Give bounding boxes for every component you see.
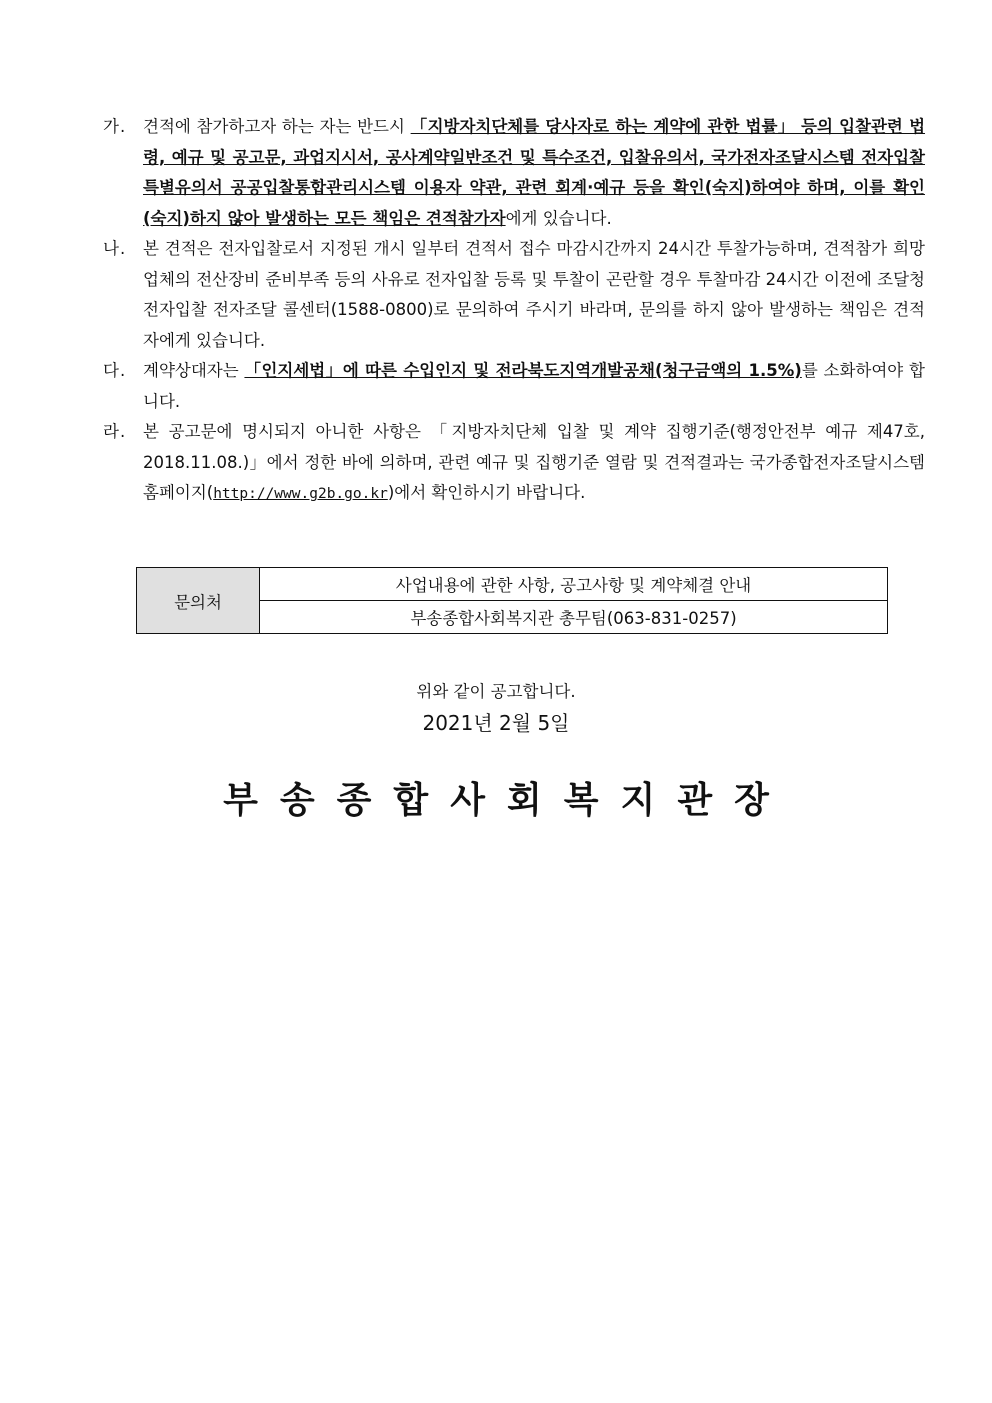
notice-items [103,112,925,510]
item-text-part: 견적에 참가하고자 하는 자는 반드시 [143,117,411,136]
contact-row [137,568,888,601]
item-text [143,112,925,234]
item-marker: 나. [103,239,127,258]
g2b-link[interactable]: http://www.g2b.go.kr [213,486,388,502]
closing-notice: 위와 같이 공고합니다. [416,682,576,701]
notice-item [103,356,925,417]
notice-date: 2021년 2월 5일 [422,711,570,735]
contact-department: 부송종합사회복지관 총무팀(063-831-0257) [260,601,888,634]
item-text-part: 를 소화하여야 합니다. [143,361,925,411]
item-marker: 라. [103,422,127,441]
contact-label: 문의처 [137,568,260,634]
item-text [143,417,925,510]
item-text-emphasis: 「인지세법」에 따른 수입인지 및 전라북도지역개발공채(청구금액의 1.5%) [244,361,802,380]
signature: 부송종합사회복지관장 [223,780,791,821]
item-text-emphasis: 「지방자치단체를 당사자로 하는 계약에 관한 법률」 등의 입찰관련 법령, 예규 및 공고문, 과업지시서, 공사계약일반조건 및 특수조건, 입찰유의서, 국가전자조달시스템 전자입찰특별유의서 공공입찰통합관리시스템 이용자 약관, 관련 회계·예규 등을 확인(숙지)하여야 하며, 이를 확인(숙지)하지 않아 발생하는 모든 책임은 견적참가자 [143,117,926,228]
item-text-part: 에게 있습니다. [505,208,612,228]
item-marker: 가. [103,117,127,136]
item-text-part: )에서 확인하시기 바랍니다. [387,483,586,502]
notice-item [103,112,925,234]
item-text-part: 본 공고문에 명시되지 아니한 사항은 「지방자치단체 입찰 및 계약 집행기준(행정안전부 예규 제47호, 2018.11.08.)」에서 정한 바에 의하며, 관련 예규 및 집행기준 열람 및 견적결과는 국가종합전자조달시스템 홈페이지( [143,422,925,502]
item-text-part: 본 견적은 전자입찰로서 지정된 개시 일부터 견적서 접수 마감시간까지 24시간 투찰가능하며, 견적참가 희망업체의 전산장비 준비부족 등의 사유로 전자입찰 등록 및 투찰이 곤란할 경우 투찰마감 24시간 이전에 조달청 전자입찰 전자조달 콜센터(1588-0800)로 문의하여 주시기 바라며, 문의를 하지 않아 발생하는 책임은 견적자에게 있습니다. [143,239,925,350]
item-text-part: 계약상대자는 [143,361,245,380]
item-text [143,234,925,356]
contact-table [136,567,888,634]
contact-subject: 사업내용에 관한 사항, 공고사항 및 계약체결 안내 [260,568,888,601]
item-text [143,356,925,417]
notice-item [103,417,925,510]
item-marker: 다. [103,361,127,380]
notice-item [103,234,925,356]
